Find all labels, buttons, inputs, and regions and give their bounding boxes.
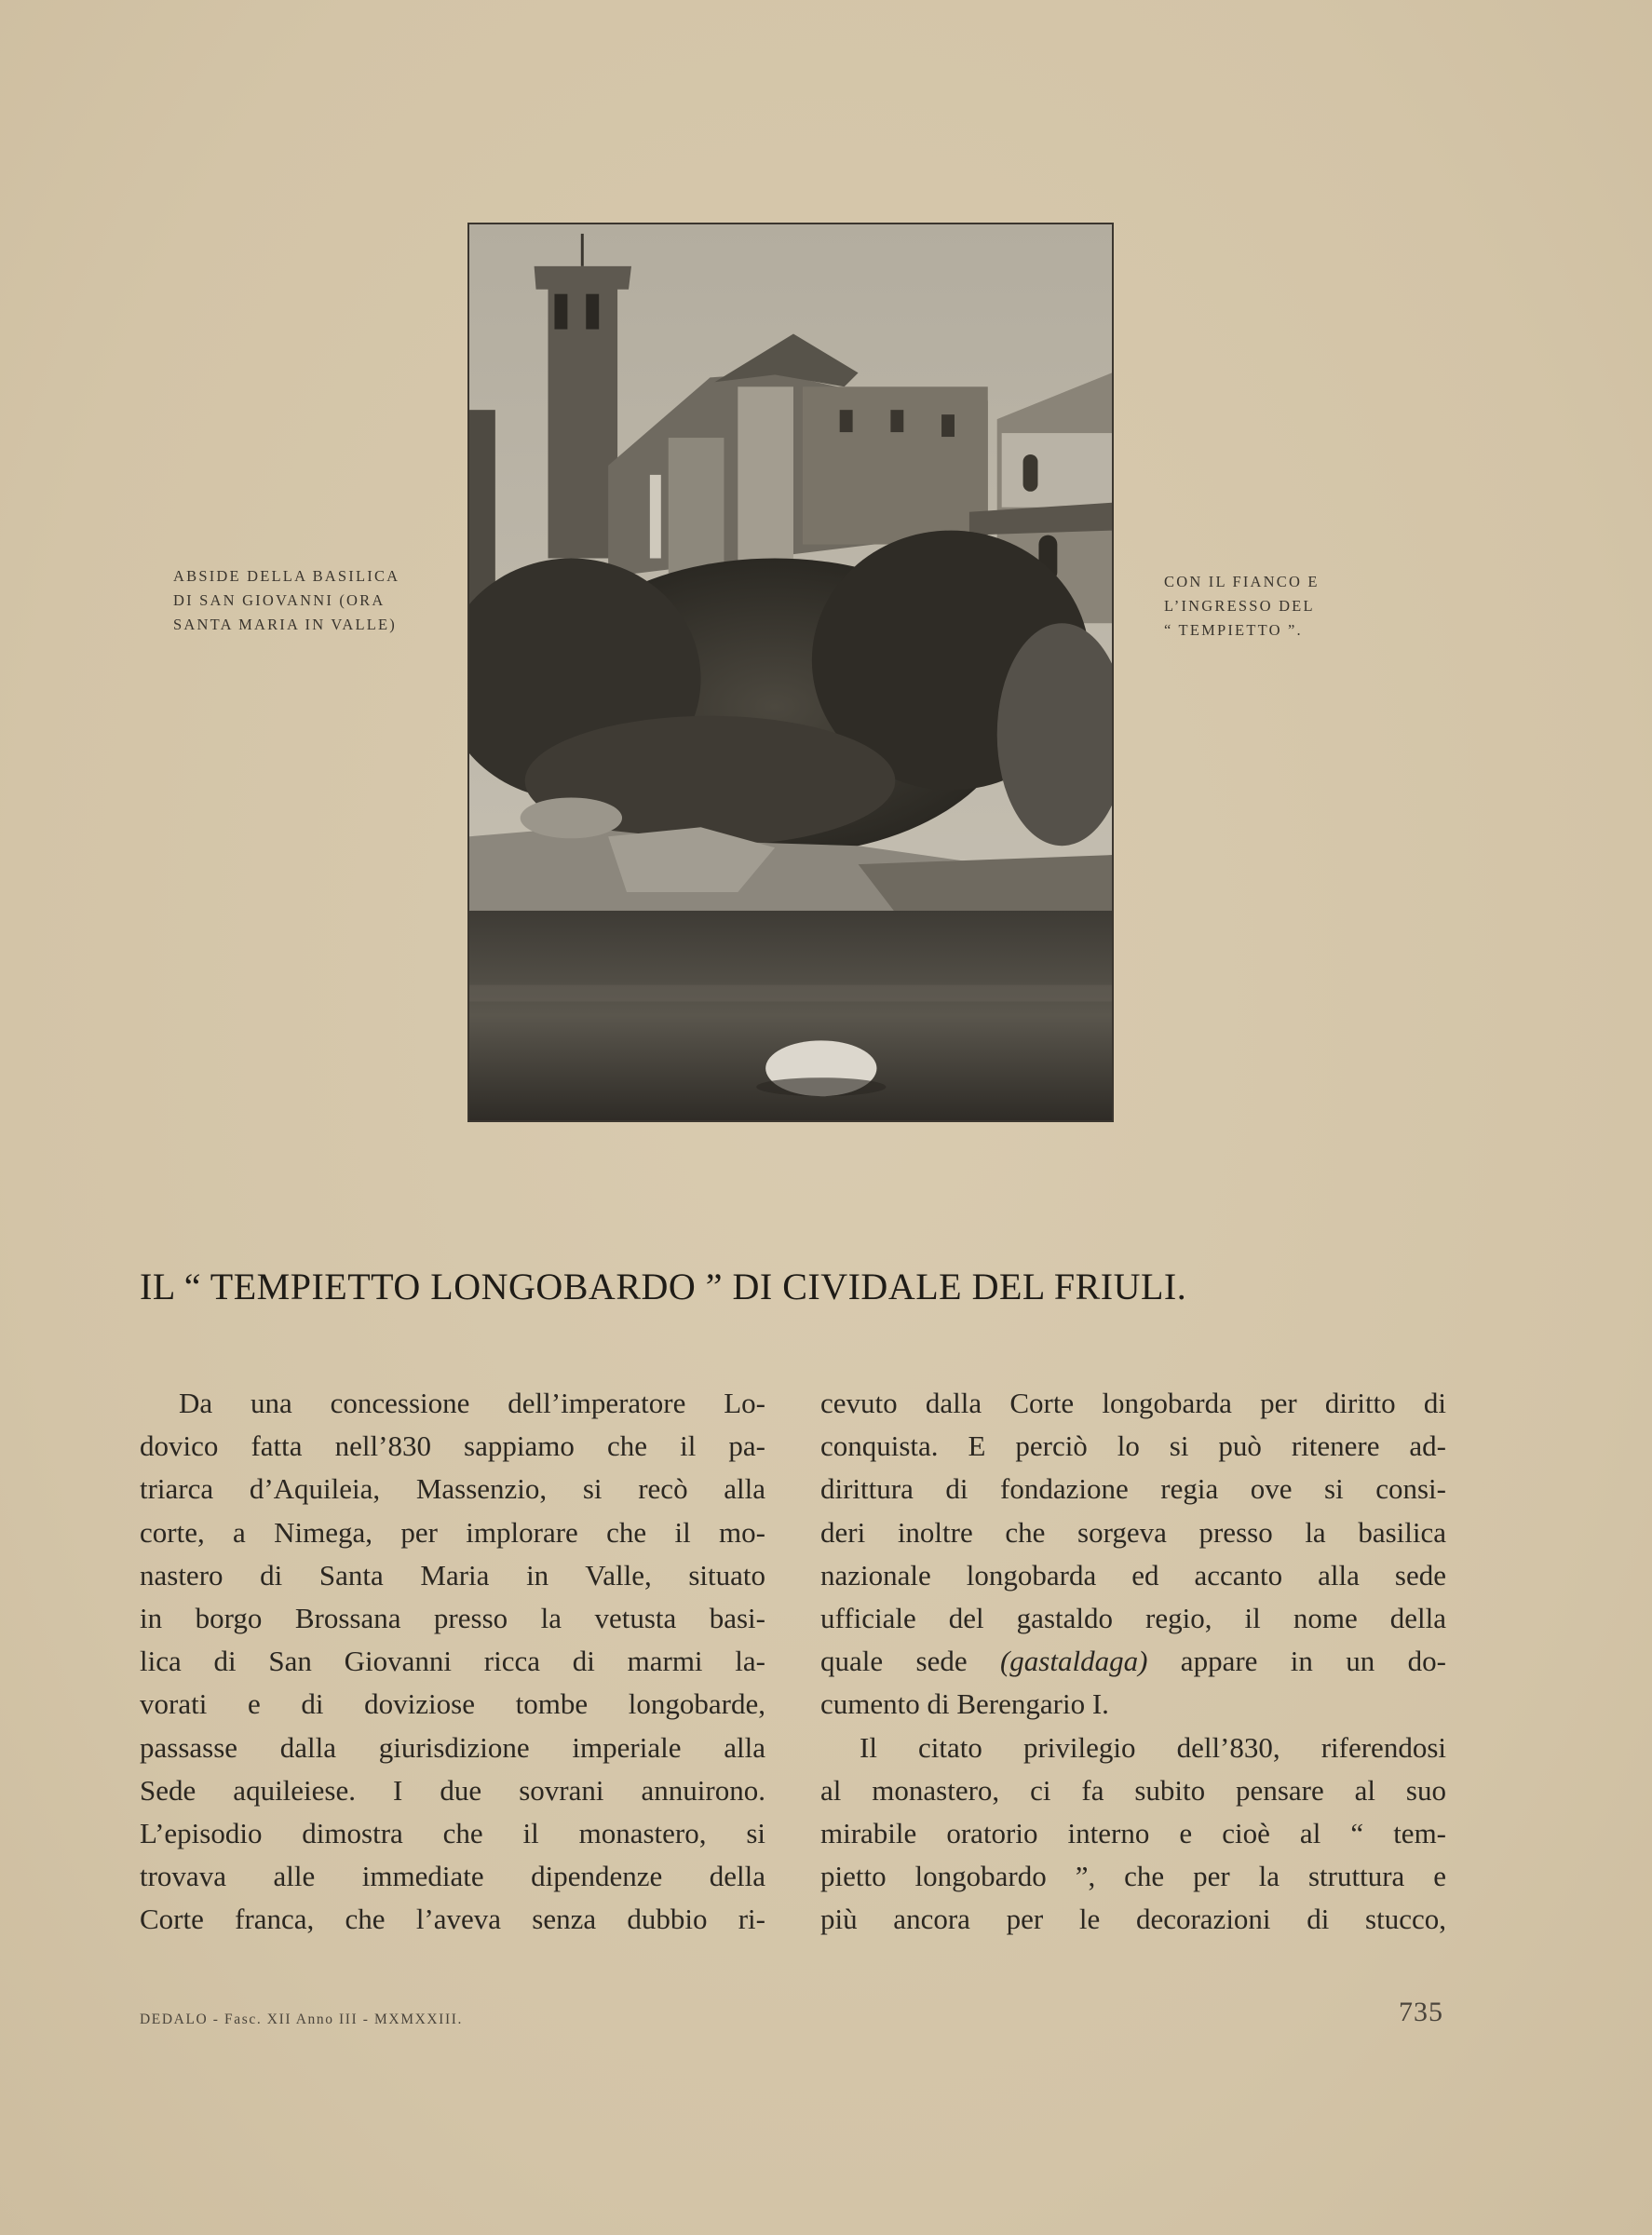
text-line: al monastero, ci fa subito pensare al suo [820,1773,1446,1807]
text-line: passasse dalla giurisdizione imperiale alla [140,1730,765,1764]
text-column-left [140,1382,765,1941]
text-line: Da una concessione dell’imperatore Lo- [179,1387,765,1419]
text-line: pietto longobardo ”, che per la struttura e [820,1860,1446,1893]
text-line: triarca d’Aquileia, Massenzio, si recò alla [140,1472,765,1506]
text-line: ufficiale del gastaldo regio, il nome della [820,1601,1446,1634]
text-line: mirabile oratorio interno e cioè al “ tem- [820,1816,1446,1849]
text-line: in borgo Brossana presso la vetusta basi- [140,1601,765,1634]
text-line: Il citato privilegio dell’830, riferendosi [860,1730,1446,1764]
caption-line: SANTA MARIA IN VALLE) [173,616,397,633]
caption-line: L’INGRESSO DEL [1164,597,1315,615]
photograph-basilica [467,223,1114,1122]
text-line: dovico fatta nell’830 sappiamo che il pa- [140,1429,765,1463]
text-line: Corte franca, che l’aveva senza dubbio ri- [140,1903,765,1936]
page-number: 735 [1399,1997,1443,2027]
text-line: lica di San Giovanni ricca di marmi la- [140,1645,765,1678]
text-line: nastero di Santa Maria in Valle, situato [140,1558,765,1592]
photograph-illustration [469,224,1112,1120]
caption-line: CON IL FIANCO E [1164,573,1320,590]
text-line-with-italic: quale sede (gastaldaga) appare in un do- [820,1645,1446,1678]
caption-line: DI SAN GIOVANNI (ORA [173,591,386,609]
text-column-right [820,1382,1446,1941]
text-line: cumento di Berengario I. [820,1687,1109,1721]
caption-line: “ TEMPIETTO ”. [1164,621,1303,639]
text-line: trovava alle immediate dipendenze della [140,1860,765,1893]
text-line: cevuto dalla Corte longobarda per diritto di [820,1387,1446,1419]
text-line: L’episodio dimostra che il monastero, si [140,1816,765,1849]
text-line: dirittura di fondazione regia ove si consi- [820,1472,1446,1506]
text-line: più ancora per le decorazioni di stucco, [820,1903,1446,1936]
text-line: vorati e di doviziose tombe longobarde, [140,1687,765,1721]
text-line: deri inoltre che sorgeva presso la basilica [820,1515,1446,1549]
text-line: nazionale longobarda ed accanto alla sede [820,1558,1446,1592]
text-line: Sede aquileiese. I due sovrani annuirono. [140,1773,765,1807]
text-line: conquista. E perciò lo si può ritenere ad- [820,1429,1446,1463]
photo-caption-right [1164,570,1406,643]
journal-footer: DEDALO - Fasc. XII Anno III - MXMXXIII. [140,2012,463,2027]
text-line: corte, a Nimega, per implorare che il mo- [140,1515,765,1549]
article-title: IL “ TEMPIETTO LONGOBARDO ” DI CIVIDALE DEL FRIULI. [140,1266,1187,1307]
italic-term: (gastaldaga) [999,1645,1148,1678]
caption-line: ABSIDE DELLA BASILICA [173,567,400,585]
photo-caption-left [173,564,453,637]
